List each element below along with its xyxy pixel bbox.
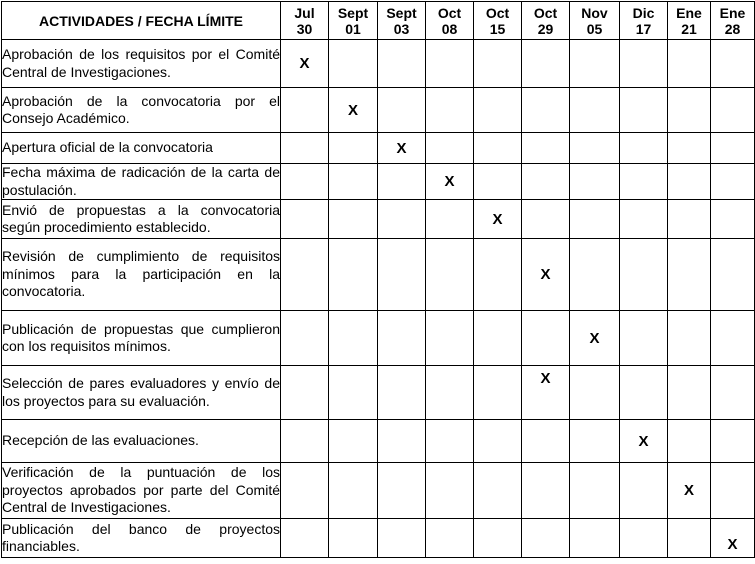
schedule-cell [570,239,620,311]
date-column-header [570,2,620,40]
schedule-cell [668,40,711,88]
schedule-cell [329,311,378,366]
schedule-cell [711,311,755,366]
table-row [2,463,755,519]
table-row [2,164,755,200]
activity-cell: Publicación de propuestas que cumplieron con los requisitos mínimos. [2,311,281,366]
schedule-cell [668,133,711,164]
date-month: Oct [437,4,462,21]
table-row [2,200,755,239]
activity-cell: Revisión de cumplimiento de requisitos mínimos para la participación en la convocatoria. [2,239,281,311]
schedule-cell [474,88,522,133]
schedule-cell [329,239,378,311]
date-month: Oct [533,4,558,21]
schedule-cell [570,366,620,420]
schedule-cell [281,463,329,519]
activity-cell: Publicación del banco de proyectos financiables. [2,519,281,558]
schedule-cell [522,519,570,558]
schedule-mark: X [522,239,570,311]
schedule-cell [570,133,620,164]
date-column-header [620,2,668,40]
schedule-cell [522,88,570,133]
schedule-cell [426,311,474,366]
activity-cell: Envió de propuestas a la convocatoria según procedimiento establecido. [2,200,281,239]
table-row [2,420,755,463]
schedule-cell [570,200,620,239]
schedule-cell [620,88,668,133]
schedule-cell [281,164,329,200]
schedule-cell [426,519,474,558]
schedule-cell [426,366,474,420]
schedule-cell [620,200,668,239]
schedule-cell [281,200,329,239]
schedule-cell [570,88,620,133]
schedule-cell [570,519,620,558]
schedule-cell [474,133,522,164]
schedule-cell [281,519,329,558]
schedule-cell [711,88,755,133]
schedule-cell [570,164,620,200]
schedule-cell [474,519,522,558]
schedule-cell [522,164,570,200]
date-month: Sept [386,4,417,21]
date-month: Oct [485,4,510,21]
schedule-cell [711,463,755,519]
table-row [2,239,755,311]
date-month: Jul [294,4,315,21]
activity-cell: Aprobación de los requisitos por el Comité Central de Investigaciones. [2,40,281,88]
table-row [2,519,755,558]
schedule-cell [474,463,522,519]
schedule-cell [711,239,755,311]
schedule-cell [329,133,378,164]
date-day: 17 [635,20,652,37]
schedule-mark: X [620,420,668,463]
schedule-mark: X [378,133,426,164]
schedule-cell [474,40,522,88]
schedule-cell [522,463,570,519]
schedule-cell [281,420,329,463]
date-column-header [711,2,755,40]
date-month: Ene [676,4,702,21]
schedule-cell [522,133,570,164]
schedule-cell [668,420,711,463]
date-column-header [668,2,711,40]
date-day: 08 [441,20,458,37]
schedule-mark: X [570,311,620,366]
schedule-cell [281,88,329,133]
schedule-cell [570,420,620,463]
schedule-cell [378,366,426,420]
table-row [2,88,755,133]
schedule-cell [329,519,378,558]
schedule-cell [426,40,474,88]
activity-cell: Aprobación de la convocatoria por el Consejo Académico. [2,88,281,133]
schedule-cell [711,366,755,420]
schedule-cell [474,239,522,311]
table-row [2,133,755,164]
schedule-cell [522,40,570,88]
schedule-cell [378,164,426,200]
date-column-header [426,2,474,40]
date-month: Dic [632,4,655,21]
schedule-cell [378,311,426,366]
schedule-mark: X [329,88,378,133]
schedule-cell [378,420,426,463]
schedule-cell [329,366,378,420]
activity-cell: Verificación de la puntuación de los proyectos aprobados por parte del Comité Central de Investigaciones. [2,463,281,519]
schedule-cell [281,366,329,420]
schedule-cell [378,88,426,133]
schedule-cell [668,88,711,133]
schedule-cell [329,200,378,239]
schedule-cell [668,239,711,311]
activity-cell: Apertura oficial de la convocatoria [2,133,281,164]
schedule-cell [620,40,668,88]
date-day: 30 [296,20,313,37]
schedule-cell [378,463,426,519]
header-row [2,2,755,40]
schedule-table [1,1,755,558]
schedule-cell [711,133,755,164]
schedule-cell [329,463,378,519]
date-day: 03 [393,20,410,37]
schedule-cell [426,200,474,239]
date-column-header [378,2,426,40]
schedule-cell [426,133,474,164]
schedule-cell [620,311,668,366]
schedule-cell [620,239,668,311]
schedule-cell [711,40,755,88]
schedule-cell [281,239,329,311]
date-column-header [522,2,570,40]
schedule-cell [668,519,711,558]
schedule-cell [378,40,426,88]
schedule-cell [474,164,522,200]
schedule-cell [522,420,570,463]
schedule-cell [281,133,329,164]
schedule-cell [474,420,522,463]
schedule-cell [570,463,620,519]
schedule-cell [668,164,711,200]
schedule-cell [620,519,668,558]
activity-column-header: ACTIVIDADES / FECHA LÍMITE [2,2,281,40]
schedule-cell [668,311,711,366]
activity-cell: Fecha máxima de radicación de la carta de postulación. [2,164,280,198]
schedule-cell [378,200,426,239]
schedule-cell [474,366,522,420]
schedule-cell [426,463,474,519]
date-column-header [329,2,378,40]
schedule-cell [570,40,620,88]
schedule-cell [378,519,426,558]
date-column-header [281,2,329,40]
schedule-mark: X [426,164,474,200]
date-month: Nov [581,4,608,21]
schedule-cell [711,420,755,463]
schedule-cell [522,311,570,366]
schedule-cell [620,164,668,200]
schedule-mark: X [281,40,329,88]
schedule-cell [668,200,711,239]
activity-cell: Recepción de las evaluaciones. [2,420,281,463]
schedule-mark: X [668,463,711,519]
schedule-cell [620,133,668,164]
table-row [2,311,755,366]
schedule-mark: X [522,366,570,420]
date-day: 21 [681,20,697,37]
schedule-cell [378,239,426,311]
schedule-cell [426,88,474,133]
schedule-cell [329,40,378,88]
schedule-cell [620,366,668,420]
schedule-cell [329,164,378,200]
schedule-cell [426,420,474,463]
schedule-cell [668,366,711,420]
schedule-cell [474,311,522,366]
date-month: Ene [719,4,746,21]
schedule-cell [522,200,570,239]
schedule-mark: X [474,200,522,239]
schedule-cell [281,311,329,366]
date-day: 01 [345,20,361,37]
table-row [2,366,755,420]
date-day: 15 [489,20,506,37]
table-row [2,40,755,88]
schedule-cell [329,420,378,463]
date-column-header [474,2,522,40]
schedule-cell [711,164,755,200]
date-day: 28 [724,20,741,37]
activity-cell: Selección de pares evaluadores y envío de los proyectos para su evaluación. [2,366,281,420]
schedule-mark: X [711,519,755,558]
schedule-cell [711,200,755,239]
date-month: Sept [337,4,369,21]
date-day: 05 [586,20,603,37]
date-day: 29 [537,20,554,37]
schedule-cell [620,463,668,519]
schedule-cell [426,239,474,311]
